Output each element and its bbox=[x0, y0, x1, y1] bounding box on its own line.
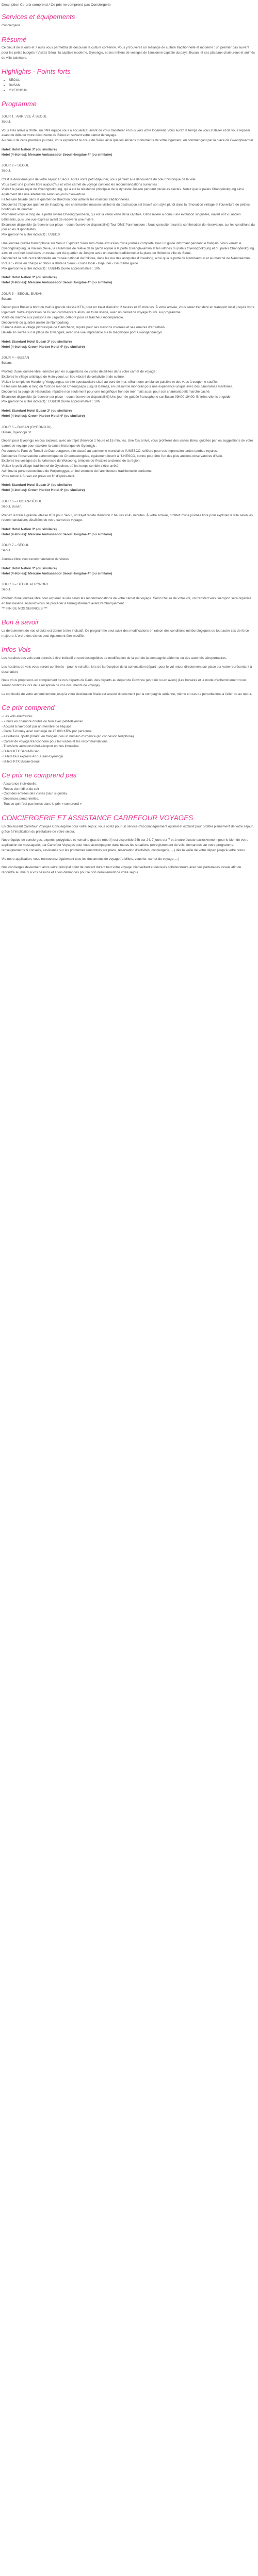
prix-ne-comprend-title: Ce prix ne comprend pas bbox=[2, 771, 77, 779]
day-paragraph: Balade en soirée sur la plage de Gwangalli, avec une vue imprenable sur le magnifique pont Gwangandaegyo. bbox=[2, 331, 163, 335]
hotel-line: Hotel (4 étoiles): Crown Harbor Hotel 4* (ou similaire) bbox=[2, 488, 85, 493]
day-title: JOUR 2 – SÉOUL bbox=[2, 164, 29, 168]
day-hotels bbox=[2, 147, 255, 157]
day-block bbox=[2, 499, 255, 537]
hotel-line: Hotel (4 étoiles): Mercure Ambassador Seoul Hongdae 4* (ou similaire) bbox=[2, 532, 112, 536]
day-location: Seoul. bbox=[2, 588, 11, 592]
day-title: JOUR 5 – BUSAN (GYEONGJU) bbox=[2, 425, 52, 429]
conciergerie-paragraph: Notre équipe de concierges, experts, polyglottes et humains (pas de robot !) est disponible 24h sur 24, 7 jours sur 7 et à votre écoute exclusivement pour le bien de votre application de messagerie, par Carrefour Voyages pour vous accompagner dans toutes les situations (enregistrement de vols, demandes sur votre programme, renseignements & conseils, assistance sur les problèmes rencontrés sur place, réservation d'activités, conciergerie, ...) dès la veille de votre départ jusqu'à votre retour. bbox=[2, 838, 249, 852]
day-location: Busan. bbox=[2, 361, 12, 365]
day-block bbox=[2, 292, 255, 350]
highlights-list bbox=[2, 78, 255, 93]
day-paragraph: Vous êtes arrivé à l'hôtel, un offre équipe vous a accueilli(e) avant de vous transférer en bus vers votre logement. Vous aurez le temps de vous installer et de vous reposer avant de débuter votre découverte de Séoul en suivant votre carnet de voyage. bbox=[2, 128, 251, 138]
day-hotels bbox=[2, 340, 255, 349]
day-paragraph: Découvrez l'observatoire astronomique de Cheomseongdae, également inscrit à l'UNESCO, connu pour être l'un des plus anciens observatoires d'Asie. bbox=[2, 454, 223, 458]
day-paragraph: Promenez-vous le long de la petite rivière Cheonggyecheon, qui est la veine verte de la capitale. Cette rivière a connu une évolution singulière, ouvert ont vu ancien bâtiments, puis une vue-express avant de redevenir une rivière. bbox=[2, 213, 241, 222]
day-block bbox=[2, 114, 255, 157]
day-excursion bbox=[2, 241, 255, 271]
day-location: Seoul. bbox=[2, 169, 11, 173]
list-item: - Les vols aller/retour bbox=[2, 715, 33, 719]
hotel-line: Hotel (4 étoiles): Mercure Ambassador Seoul Hongdae 4* (ou similaire) bbox=[2, 280, 112, 284]
description-tabs-line: Description Ce prix comprend / Ce prix ne comprend pas Conciergerie bbox=[2, 3, 111, 7]
infos-paragraph: Nous vous proposons en complément de nos départs de Paris, des départs au départ de Province (en train ou en avion) (Les horaires et la mode d'acheminement vous seront confirmés lors de la réception de vos documents de voyage). bbox=[2, 679, 247, 687]
resume-text: Ce circuit de 8 jours et 7 nuits vous permettra de découvrir la culture coréenne. Vous y trouverez un mélange de culture traditionnelle et moderne : un premier pas suivant pour les petits budgets ! Visitez Séoul, la capitale moderne, Gyeongju, et ses milliers de vestiges de l'ancienne capitale du pays; Busan, et ses plateaux chaleureux et animés de ville balnéaire. bbox=[2, 46, 255, 60]
day-paragraph: Parcourez le Parc de Tumuli de Daereungwon, site classé au patrimoine mondial de l'UNESCO, célèbre pour ses impressionnantes tombes royales. bbox=[2, 449, 218, 453]
day-description bbox=[2, 557, 255, 562]
day-hotels bbox=[2, 527, 255, 537]
list-item: - Coût des entrées des visites (sauf si guide). bbox=[2, 792, 68, 796]
day-paragraph: Explorez les vestiges de la forteresse de Wolseong, témoins de l'histoire ancienne de la région. bbox=[2, 459, 141, 463]
day-paragraph: Visite du marché aux poissons de Jagalchi, célèbre pour sa fraîcheur incomparable. bbox=[2, 315, 124, 319]
day-paragraph: Visitez le palais royal de Gyeongbokgung, qui a été la résidence principale de la dynastie Joseon pendant plusieurs siècles. Notez que le palais Changdeokgung ainsi également dès une alternative selon les jours d'ouverture. bbox=[2, 188, 244, 197]
hotel-line: Hotel (4 étoiles): Crown Harbor Hotel 4* (ou similaire) bbox=[2, 345, 85, 349]
highlights-title: Highlights - Points forts bbox=[2, 67, 71, 76]
day-paragraph: Profitez d'une journée libre pour explorer la ville selon les recommandations de votre carnet de voyage. Selon l'heure de votre vol, un transfert vers l'aéroport sera organisé en bus navette. Assurez-vous de procéder à l'enregistrement avant l'embarquement. bbox=[2, 597, 251, 605]
day-paragraph: Départ pour Gyeongju en bus express, avec un trajet d'environ 1 heure et 15 minutes. Une fois arrivé, vous profiterez des visites libres, guidées par les suggestions de votre carnet de voyage pour explorer la cause historique de Gyeongju : bbox=[2, 439, 253, 448]
conciergerie-paragraph: Nos concierges deviennent alors votre principal point de contact durant tout votre voyage, bienveillant et dévoués collaborateurs avec vos partenaires locaux afin de répondre au mieux à vos besoins et à vos demandes pour le bon déroulement de votre séjour. bbox=[2, 866, 241, 874]
day-hotels bbox=[2, 275, 255, 285]
list-item: - Billets Bus express A/R Busan-Gyeongju bbox=[2, 754, 63, 758]
list-item: - Transferts aéroport-hôtel-aéroport en bus limousine bbox=[2, 744, 79, 749]
day-paragraph: Faites une balade dans le quartier de Bukchon pour admirer les maisons traditionnelles. bbox=[2, 197, 130, 201]
day-location: Seoul. bbox=[2, 549, 11, 553]
day-paragraph: Profitez d'une journée libre, enrichie par les suggestions de visites détaillées dans votre carnet de voyage : bbox=[2, 370, 157, 374]
day-paragraph: Vous avez une journée libre aujourd'hui et votre carnet de voyage contient les recommandations suivantes : bbox=[2, 182, 159, 187]
day-location: Busan, Gyeongju St. bbox=[2, 430, 32, 434]
day-paragraph: Visitez le temple de Haedong Yonggungsa, un site spectaculaire situé au bord de mer, offrant une ambiance paisible et des vues à couper le souffle. bbox=[2, 380, 218, 384]
day-block bbox=[2, 425, 255, 493]
hotel-line: Hotel: Hotel Nation 3* (ou similaire) bbox=[2, 276, 57, 280]
day-paragraph: Admirez la porte reconstituée de Woljeonggyo, un bel exemple de l'architecture traditionnelle coréenne. bbox=[2, 469, 153, 473]
resume-section bbox=[2, 36, 255, 61]
highlight-item: • GYEONGJU bbox=[9, 88, 255, 93]
day-block bbox=[2, 163, 255, 285]
day-paragraph: Explorez le village artistique de Huin-yeoul, un lieu vibrant de créativité et de culture. bbox=[2, 375, 125, 379]
day-block bbox=[2, 582, 255, 611]
highlight-item: • SEOUL bbox=[9, 78, 255, 83]
list-item: - Carnet de voyage francophone pour les visites et les recommandations bbox=[2, 739, 108, 743]
highlight-item: • BUSAN bbox=[9, 83, 255, 88]
day-paragraph: Prix (personne à titre indicatif) : US$120 Durée approximative : 10h bbox=[2, 400, 100, 404]
day-block bbox=[2, 543, 255, 576]
excursion-paragraph: Prix (personne à titre indicatif) : US$145 Durée approximative : 10h bbox=[2, 266, 100, 270]
hotel-line: Hotel (4 étoiles): Mercure Ambassador Seoul Hongdae 4* (ou similaire) bbox=[2, 571, 112, 575]
day-description bbox=[2, 128, 255, 143]
hotel-line: Hotel: Standard Hotel Busan 3* (ou similaire) bbox=[2, 483, 72, 487]
day-title: JOUR 3 – SÉOUL, BUSAN bbox=[2, 292, 43, 296]
hotel-line: Hotel (4 étoiles): Mercure Ambassador Seoul Hongdae 4* (ou similaire) bbox=[2, 152, 112, 157]
day-description bbox=[2, 596, 255, 611]
day-title: JOUR 1 : ARRIVÉE À SEOUL bbox=[2, 114, 47, 118]
day-paragraph: Découvrez la plage de Haeundae, réputée non seulement pour une magnifique front de mer mais aussi pour son charmant petit marché caché. bbox=[2, 390, 211, 394]
day-description bbox=[2, 513, 255, 523]
day-description bbox=[2, 177, 255, 238]
list-item: - Billets KTX Busan-Seoul bbox=[2, 759, 40, 764]
list-item: - Assurance individuelle. bbox=[2, 782, 37, 786]
list-item: - Accueil à l'aéroport par un membre de l'équipe bbox=[2, 724, 72, 728]
list-item: - Assistance 7j/24h (I/0400 en français) via un numéro d'urgence (en connexion téléphone) bbox=[2, 734, 134, 738]
infos-paragraph: La continuité de votre acheminement jusqu'à votre destination finale est assuré directement par la compagnie aérienne, même en cas de perturbations à l'aller ou au retour. bbox=[2, 692, 252, 696]
services-item: Conciergerie bbox=[2, 23, 21, 27]
prix-comprend-title: Ce prix comprend bbox=[2, 704, 55, 712]
services-section bbox=[2, 13, 255, 28]
day-description bbox=[2, 369, 255, 404]
infos-vols-title: Infos Vols bbox=[2, 646, 31, 654]
day-paragraph: Découverte du quartier animé de Nampodong. bbox=[2, 320, 70, 325]
conciergerie-paragraph: En choisissant Carrefour Voyages Conciergerie pour votre séjour, vous optez pour un service d'accompagnement optimal et exclusif pour profiter pleinement de votre séjour, grâce à l'implication du prestataire de votre séjour. bbox=[2, 824, 254, 834]
prix-ne-comprend-list bbox=[2, 782, 255, 807]
day-paragraph: Journée libre avec recommandation de visites bbox=[2, 557, 69, 562]
day-block bbox=[2, 355, 255, 418]
day-paragraph: Faites une balade le long du front de mer de Cheongsapo jusqu'à Dalmaji, en utilisant le monorail pour une expérience unique avec des panoramas maritimes. bbox=[2, 385, 233, 389]
day-hotels bbox=[2, 566, 255, 576]
day-title: JOUR 8 – SÉOUL AEROPORT bbox=[2, 583, 49, 587]
day-description bbox=[2, 305, 255, 335]
infos-paragraph: Les horaires de vols vous seront confirmés - pour le vol aller, lors de la réception de la convocation départ ; pour le vol retour directement sur place par votre représentant à destination. bbox=[2, 665, 252, 674]
day-hotels bbox=[2, 483, 255, 493]
conciergerie-paragraph: Via notre application, vous retrouverez également tous les documents de voyage (e-billets, voucher, carnet de voyage, ...) bbox=[2, 857, 180, 861]
hotel-line: Hotel: Hotel Nation 3* (ou similaire) bbox=[2, 147, 57, 151]
conciergerie-section bbox=[2, 814, 255, 875]
highlights-section bbox=[2, 67, 255, 93]
infos-vols-section bbox=[2, 646, 255, 697]
conciergerie-title: CONCIERGERIE ET ASSISTANCE CARREFOUR VOYAGES bbox=[2, 814, 194, 822]
excursion-paragraph: Découvrez la culture traditionnelle au musée national du folklore, dans les rue des antiquités d'Insadong, ainsi qu'à la porte de Namdaemun et au marché de Namdaemun. Inclus : - Prise en charge et retour à l'hôtel à Séoul - Guide local - Déjeuner - Deuxième guide bbox=[2, 257, 251, 265]
resume-title: Résumé bbox=[2, 35, 27, 43]
hotel-line: Hotel (4 étoiles): Crown Harbor Hotel 4* (ou similaire) bbox=[2, 414, 85, 418]
programme-section bbox=[2, 100, 255, 611]
prix-comprend-list bbox=[2, 714, 255, 764]
day-paragraph: Excursion disponible (à réserver sur place – sous réserve de disponibilité) Tour DMZ Panmunjeom : Nous consulter avant la confirmation de réservation, sur les conditions du jour et les disponibilités. bbox=[2, 223, 255, 232]
hotel-line: Hotel: Standard Hotel Busan 3* (ou similaire) bbox=[2, 340, 72, 344]
hotel-line: Hotel: Hotel Nation 3* (ou similaire) bbox=[2, 566, 57, 570]
infos-paragraph: Les horaires des vols sont donnés à titre indicatif et sont susceptibles de modification de la part de la compagnie aérienne ou des autorités aéroportuaires. bbox=[2, 656, 227, 660]
excursion-paragraph: Une journée guidée francophone sur Séoul: Explorez Séoul lors d'une excursion d'une journée complète avec un guide informant pendant le français. Vous verrez le Gyeongbokgung, la maison bleue, la cérémonie de relève de la garde royale à la porte Gwanghwamun et les vitrines du palais Gyeongbokgung et du palais Changdeokgung ainsi et un dîner local dans un restaurant du quartier de Jongno avec un marché traditionnel et la place de l'hôtel de ville de Seoul. bbox=[2, 241, 254, 256]
day-paragraph: Votre retour à Busan est prévu en fin d'après-midi. bbox=[2, 474, 75, 478]
day-paragraph: Flânerie dans le village pittoresque de Gamcheon, réputé pour ses maisons colorées et ses œuvres d'art urbain. bbox=[2, 326, 166, 330]
bon-savoir-title: Bon à savoir bbox=[2, 618, 39, 626]
list-item: - Dépenses personnelles. bbox=[2, 797, 39, 801]
day-paragraph: C'est la deuxième jour de votre séjour à Séoul. Après votre petit déjeuner, vous partirez à la découverte du cœur historique de la ville. bbox=[2, 178, 197, 182]
day-hotels bbox=[2, 409, 255, 418]
day-paragraph: Au coeur de cette première journée, vous explorerez le cœur de Séoul ainsi que les anciens monuments de votre logement, en commençant par la place de Gwanghwamun. bbox=[2, 139, 254, 143]
prix-comprend-section bbox=[2, 704, 255, 764]
list-item: - Billets KTX Séoul-Busan bbox=[2, 750, 40, 754]
hotel-line: Hotel: Hotel Nation 3* (ou similaire) bbox=[2, 528, 57, 531]
day-location: Seoul. bbox=[2, 120, 11, 124]
list-item: - 7 nuits en chambre double ou twin avec petit-déjeuner bbox=[2, 719, 83, 723]
day-location: Busan. bbox=[2, 297, 12, 301]
day-title: JOUR 6 – BUSAN-SÉOUL bbox=[2, 499, 42, 503]
list-item: - Carte T-money avec recharge de 15 000 KRW par personne bbox=[2, 730, 92, 734]
programme-title: Programme bbox=[2, 100, 37, 108]
list-item: - Repas du midi et du soir bbox=[2, 787, 39, 791]
bon-savoir-text: La déroulement de nos circuits est donné à titre indicatif. Ce programme peut subir des modifications en raison des conditions météorologiques ou tout autre cas de force majeure. L'ordre des visites peut également être modifié. bbox=[2, 629, 249, 638]
day-paragraph: Prenez le train à grande vitesse KTX pour Seoul, un trajet rapide d'environ 2 heures et 45 minutes. À votre arrivée, profitez d'une journée libre pour explorer la ville selon les recommandations détaillées de votre carnet de voyage. bbox=[2, 513, 253, 522]
prix-ne-comprend-section bbox=[2, 771, 255, 806]
bon-savoir-section bbox=[2, 618, 255, 638]
day-paragraph: Visitez le petit village traditionnel de Gyochon, où les temps semble s'être arrêté. bbox=[2, 464, 120, 468]
day-paragraph: Départ pour Busan à bord du train à grande vitesse KTX, pour un trajet d'environ 2 heures et 45 minutes. À votre arrivée, vous serez transféré en transport local jusqu'à votre logement. Votre exploration de Busan commencera alors, en toute liberté, avec un carnet de voyage fourni. Au programme : bbox=[2, 306, 255, 315]
day-title: JOUR 7 – SÉOUL bbox=[2, 544, 29, 548]
day-paragraph: *** FIN DE NOS SERVICES *** bbox=[2, 606, 48, 611]
day-paragraph: Excursion disponible (à réserver sur place – sous réserve de disponibilité) Une journée guidée francophone sur Busan 09h00-19h00: Entrées clients et guide bbox=[2, 395, 231, 399]
day-title: JOUR 4 – BUSAN bbox=[2, 356, 29, 360]
list-item: - Tout ce qui n'est pas inclus dans le prix « comprend » bbox=[2, 802, 82, 806]
day-description bbox=[2, 438, 255, 479]
services-title: Services et équipements bbox=[2, 13, 75, 21]
hotel-line: Hotel: Standard Hotel Busan 3* (ou similaire) bbox=[2, 409, 72, 413]
programme-days bbox=[2, 114, 255, 612]
day-location: Seoul, Busan. bbox=[2, 504, 22, 509]
day-paragraph: Prix (personne à titre indicatif) : US$110 bbox=[2, 233, 60, 237]
day-paragraph: Découvrez l'atypique quartier de Insadong, ses charmantes maisons visitez-la du destruction est trouvé son style plutôt dans la rénovation vintage et l'ouverture de petites boutiques de quartier. bbox=[2, 202, 250, 212]
